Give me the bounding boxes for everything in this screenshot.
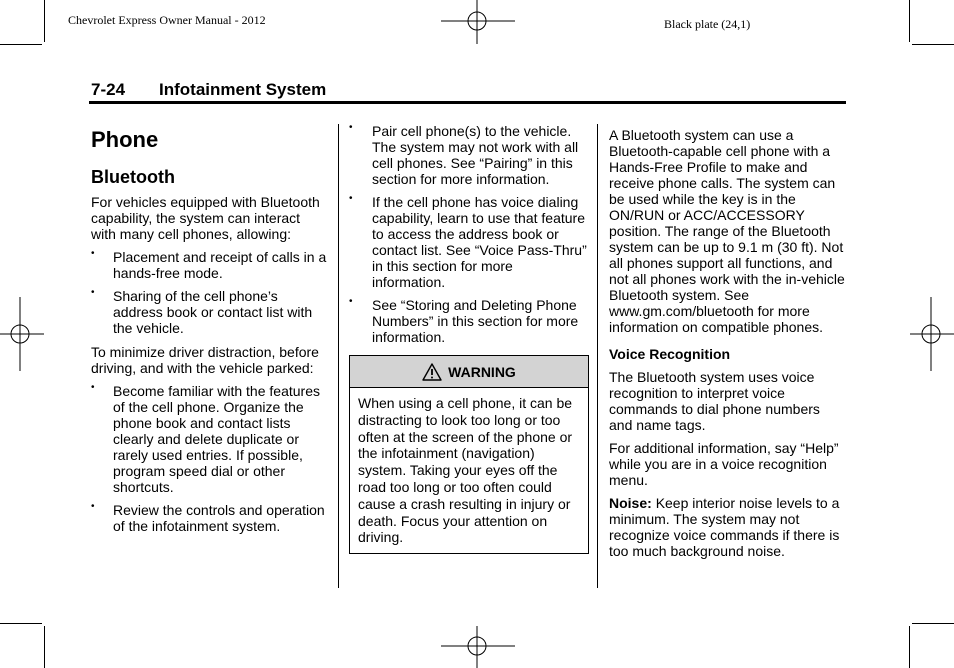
column-divider bbox=[338, 124, 339, 588]
list-item: • Placement and receipt of calls in a hands-free mode. bbox=[91, 248, 327, 281]
header-rule bbox=[89, 101, 846, 104]
bullet-glyph: • bbox=[349, 122, 353, 133]
crop-mark-tl-h bbox=[0, 44, 42, 45]
subsection-heading: Voice Recognition bbox=[609, 346, 731, 362]
crop-mark-br-v bbox=[909, 626, 910, 668]
list-item: • If the cell phone has voice dialing capability, learn to use that feature to access the address book or contact list. See “Voice Pass-Thru” in this section for more information. bbox=[349, 193, 587, 290]
crop-mark-bl-h bbox=[0, 623, 42, 624]
warning-box bbox=[349, 355, 589, 554]
bullet-glyph: • bbox=[91, 287, 95, 298]
crop-mark-tl-v bbox=[44, 0, 45, 42]
intro-paragraph: For vehicles equipped with Bluetooth capability, the system can interact with many cell phones, allowing: bbox=[91, 194, 320, 242]
crop-mark-br-h bbox=[912, 623, 954, 624]
paragraph: For additional information, say “Help” while you are in a voice recognition menu. bbox=[609, 440, 839, 488]
warning-triangle-icon bbox=[422, 363, 442, 381]
list-item: • Pair cell phone(s) to the vehicle. The system may not work with all cell phones. See “Pairing” in this section for more information. bbox=[349, 122, 579, 187]
list-item: • Become familiar with the features of the cell phone. Organize the phone book and contact lists clearly and delete duplicate or rarely used entries. If possible, program speed dial or other shortcuts. bbox=[91, 382, 320, 495]
noise-text: Keep interior noise levels to a minimum. The system may not recognize voice commands if there is too much background noise. bbox=[609, 495, 840, 559]
paragraph: A Bluetooth system can use a Bluetooth-capable cell phone with a Hands-Free Profile to make and receive phone calls. The system can be used while the key is in the ON/RUN or ACC/ACCESSORY position. The range of the Bluetooth system can be up to 9.1 m (30 ft). Not all phones support all functions, and not all phones work with the in-vehicle Bluetooth system. See www.gm.com/bluetooth for more information on compatible phones. bbox=[609, 127, 845, 335]
column-3 bbox=[609, 127, 846, 566]
crop-mark-tr-v bbox=[909, 0, 910, 42]
paragraph: The Bluetooth system uses voice recognition to interpret voice commands to dial phone numbers and name tags. bbox=[609, 369, 820, 433]
noise-label: Noise: bbox=[609, 495, 652, 511]
registration-mark-icon bbox=[441, 626, 515, 668]
registration-mark-icon bbox=[910, 297, 954, 371]
registration-mark-icon bbox=[441, 0, 515, 44]
crop-mark-bl-v bbox=[44, 626, 45, 668]
warning-header bbox=[350, 356, 588, 388]
list-item: • Sharing of the cell phone’s address book or contact list with the vehicle. bbox=[91, 287, 313, 336]
column-1 bbox=[91, 124, 327, 542]
column-divider bbox=[597, 124, 598, 588]
bullet-glyph: • bbox=[349, 296, 353, 307]
subsection-title: Bluetooth bbox=[91, 167, 175, 187]
manual-title: Chevrolet Express Owner Manual - 2012 bbox=[68, 13, 266, 27]
bullet-glyph: • bbox=[91, 382, 95, 393]
bullet-list bbox=[91, 249, 327, 336]
list-item: • Review the controls and operation of the infotainment system. bbox=[91, 501, 325, 534]
section-name: Infotainment System bbox=[159, 80, 327, 99]
bullet-glyph: • bbox=[349, 193, 353, 204]
list-item: • See “Storing and Deleting Phone Numbers” in this section for more information. bbox=[349, 296, 579, 345]
bullet-glyph: • bbox=[91, 248, 95, 259]
paragraph: To minimize driver distraction, before driving, and with the vehicle parked: bbox=[91, 344, 319, 376]
bullet-list bbox=[91, 383, 327, 534]
registration-mark-icon bbox=[0, 297, 44, 371]
warning-text: When using a cell phone, it can be distracting to look too long or too often at the screen of the phone or the infotainment (navigation) system. Taking your eyes off the road too long or too often could cause a crash resulting in injury or death. Focus your attention on driving. bbox=[358, 395, 573, 546]
plate-label: Black plate (24,1) bbox=[664, 17, 751, 31]
bullet-list bbox=[349, 123, 589, 345]
section-number: 7-24 bbox=[91, 80, 126, 99]
page-title: Phone bbox=[91, 127, 159, 152]
noise-paragraph bbox=[609, 495, 846, 559]
column-2 bbox=[349, 123, 589, 554]
bullet-glyph: • bbox=[91, 501, 95, 512]
crop-mark-tr-h bbox=[912, 44, 954, 45]
warning-label: WARNING bbox=[448, 363, 516, 380]
section-header bbox=[91, 80, 326, 100]
